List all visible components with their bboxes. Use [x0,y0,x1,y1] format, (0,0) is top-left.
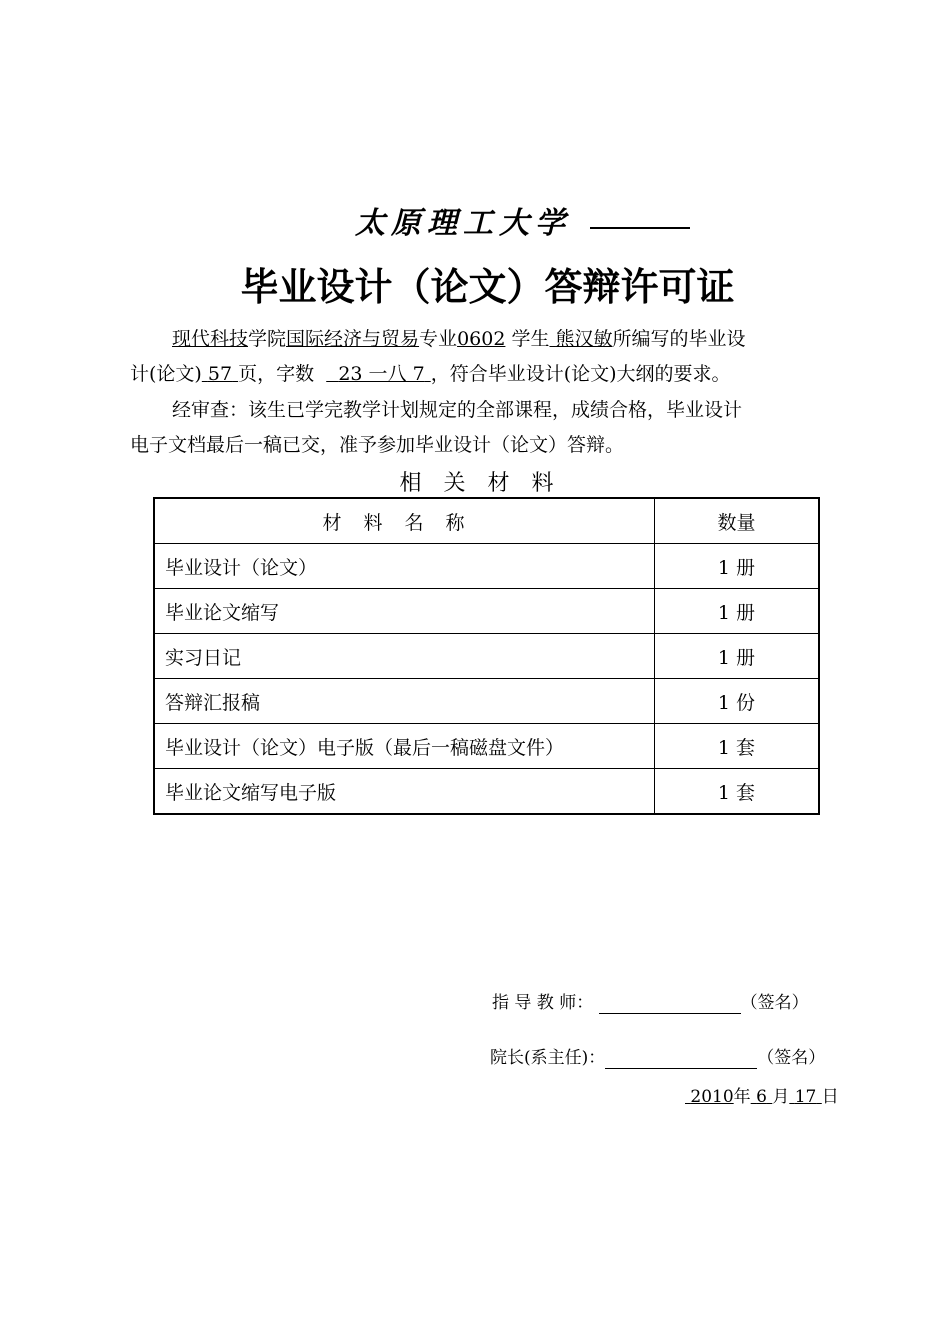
student-name: 熊汉敏 [555,328,613,350]
material-quantity: 1 套 [655,724,820,769]
table-header-row [154,498,819,544]
student-label: 学生 [511,328,550,350]
major-name: 国际经济与贸易 [286,328,420,350]
advisor-label: 指 导 教 师： [492,993,594,1013]
logo-underline [590,227,690,229]
word-count: 23 一八 7 [338,363,425,385]
university-logo: 太原理工大学 [355,206,571,241]
date-month: 6 [756,1087,767,1107]
review-line-2: 电子文档最后一稿已交，准予参加毕业设计（论文）答辩。 [130,434,625,456]
materials-table [153,497,820,815]
material-quantity: 1 份 [655,679,820,724]
dean-signature-line[interactable] [605,1048,757,1069]
pages-label: 页，字数 [238,363,315,385]
college-name: 现代科技 [172,328,249,350]
material-quantity: 1 册 [655,634,820,679]
advisor-sign-note: （签名） [740,993,809,1013]
year-label: 年 [733,1087,751,1107]
college-suffix: 学院 [248,328,287,350]
date-row [685,1082,839,1107]
advisor-signature-line[interactable] [599,993,741,1014]
dean-signature-row [490,1043,825,1069]
material-quantity: 1 册 [655,589,820,634]
column-header-quantity: 数量 [655,498,820,544]
material-name: 毕业论文缩写 [154,589,655,634]
date-year: 2010 [690,1087,734,1107]
line2-prefix: 计(论文) [130,363,202,385]
intro-line-1 [172,322,746,357]
major-suffix: 专业 [419,328,458,350]
date-day: 17 [794,1087,817,1107]
intro-line-2 [130,357,731,392]
advisor-signature-row [492,988,809,1014]
table-row [154,679,819,724]
material-name: 答辩汇报稿 [154,679,655,724]
class-number: 0602 [457,328,506,350]
column-header-name: 材料名称 [154,498,655,544]
day-label: 日 [821,1087,839,1107]
page-count: 57 [207,363,233,385]
material-name: 实习日记 [154,634,655,679]
review-line-1: 经审查：该生已学完教学计划规定的全部课程，成绩合格，毕业设计 [172,399,743,421]
line2-tail: ，符合毕业设计(论文)大纲的要求。 [430,363,731,385]
material-name: 毕业设计（论文） [154,544,655,589]
table-row [154,544,819,589]
table-row [154,589,819,634]
dean-label: 院长(系主任)： [490,1048,606,1068]
table-row [154,769,819,815]
month-label: 月 [772,1087,790,1107]
material-quantity: 1 套 [655,769,820,815]
page-title: 毕业设计（论文）答辩许可证 [240,265,735,309]
table-row [154,634,819,679]
dean-sign-note: （签名） [757,1048,826,1068]
table-row [154,724,819,769]
material-name: 毕业论文缩写电子版 [154,769,655,815]
material-quantity: 1 册 [655,544,820,589]
material-name: 毕业设计（论文）电子版（最后一稿磁盘文件） [154,724,655,769]
materials-section-title: 相关材料 [399,471,576,496]
intro-line1-tail: 所编写的毕业设 [612,328,746,350]
